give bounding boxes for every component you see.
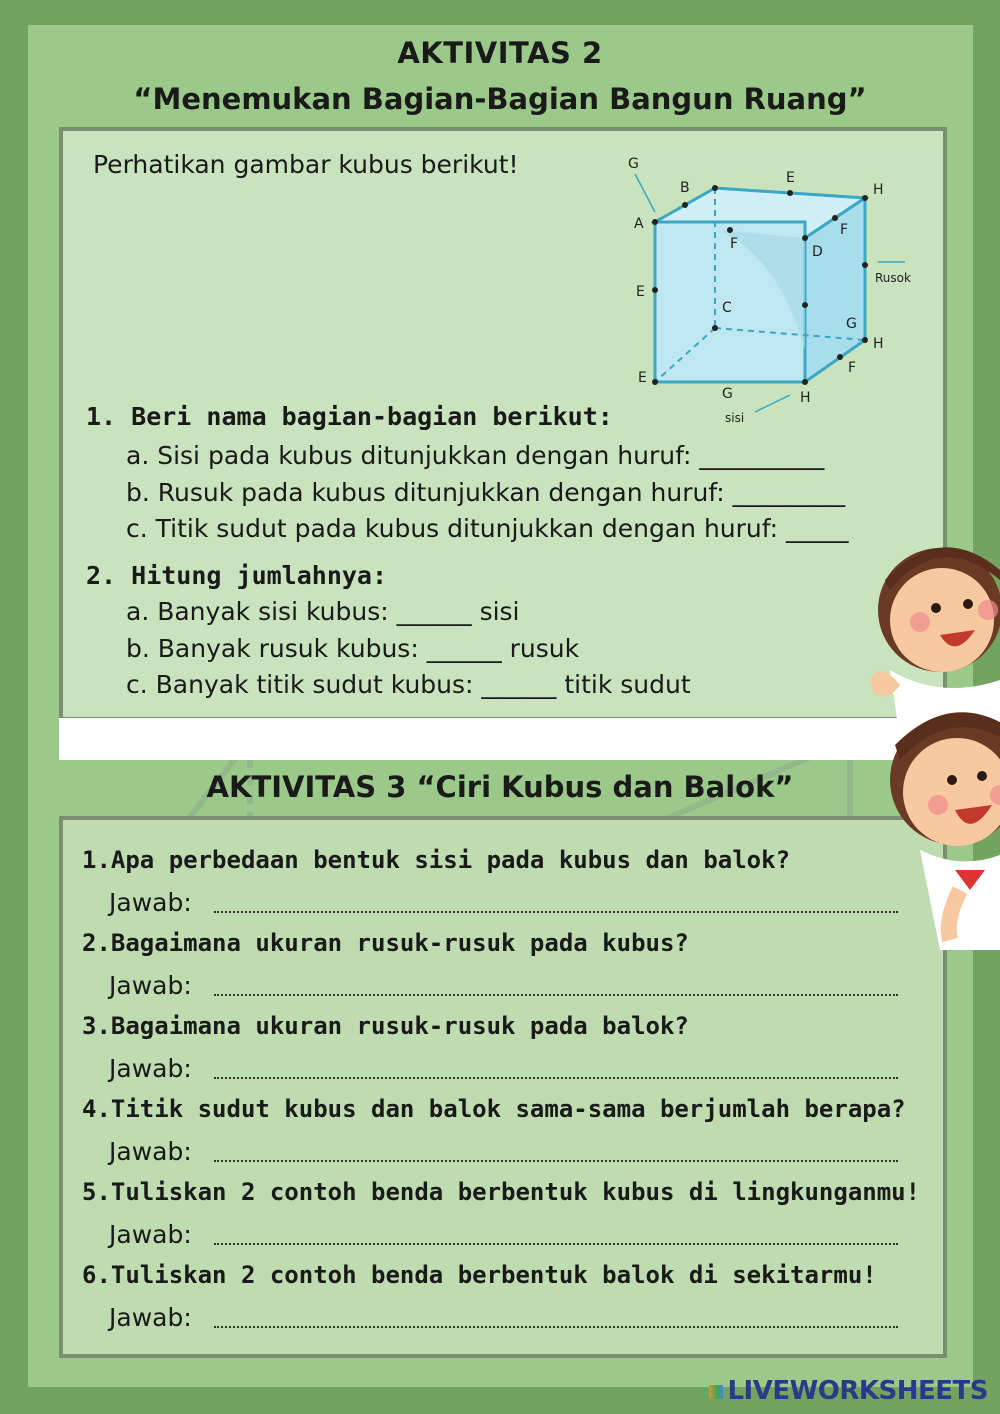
divider-bar bbox=[59, 718, 947, 760]
cube-label-g: G bbox=[628, 156, 639, 172]
cube-label-b: B bbox=[680, 180, 690, 196]
question-1: 1.Apa perbedaan bentuk sisi pada kubus dan balok? bbox=[82, 846, 791, 874]
cube-label-d: D bbox=[812, 244, 823, 260]
answer-label: Jawab: bbox=[109, 971, 192, 1000]
cube-label-f: F bbox=[840, 222, 849, 238]
answer-line-5[interactable] bbox=[214, 1243, 898, 1245]
liveworksheets-icon bbox=[709, 1385, 723, 1399]
liveworksheets-logo: LIVEWORKSHEETS bbox=[709, 1376, 988, 1406]
kids-illustration bbox=[860, 510, 1000, 1070]
activity2-intro: Perhatikan gambar kubus berikut! bbox=[93, 150, 519, 179]
cube-label-g-right: G bbox=[846, 316, 857, 332]
question-3: 3.Bagaimana ukuran rusuk-rusuk pada balok? bbox=[82, 1012, 689, 1040]
cube-label-h: H bbox=[873, 182, 884, 198]
q1-title: 1. Beri nama bagian-bagian berikut: bbox=[86, 402, 613, 431]
cube-label-a: A bbox=[634, 216, 644, 232]
activity2-title: AKTIVITAS 2 bbox=[397, 36, 603, 70]
question-5: 5.Tuliskan 2 contoh benda berbentuk kubus di lingkunganmu! bbox=[82, 1178, 921, 1206]
question-2: 2.Bagaimana ukuran rusuk-rusuk pada kubus? bbox=[82, 929, 689, 957]
question-4: 4.Titik sudut kubus dan balok sama-sama berjumlah berapa? bbox=[82, 1095, 906, 1123]
cube-label-g-bottom: G bbox=[722, 386, 733, 402]
q2-option-c: c. Banyak titik sudut kubus: ______ titik sudut bbox=[126, 670, 691, 699]
q2-option-a: a. Banyak sisi kubus: ______ sisi bbox=[126, 597, 520, 626]
cube-label-h-bottom: H bbox=[800, 390, 811, 406]
answer-line-3[interactable] bbox=[214, 1077, 898, 1079]
cube-label-rusok: Rusok bbox=[875, 271, 911, 285]
cube-label-e: E bbox=[786, 170, 795, 186]
cube-label-e-bottom: E bbox=[638, 370, 647, 386]
cube-label-f-mid: F bbox=[730, 236, 739, 252]
answer-label: Jawab: bbox=[109, 1137, 192, 1166]
cube-label-c: C bbox=[722, 300, 732, 316]
cube-diagram bbox=[600, 150, 920, 430]
cube-label-e-left: E bbox=[636, 284, 645, 300]
cube-label-h-right: H bbox=[873, 336, 884, 352]
question-6: 6.Tuliskan 2 contoh benda berbentuk balok di sekitarmu! bbox=[82, 1261, 877, 1289]
answer-line-4[interactable] bbox=[214, 1160, 898, 1162]
cube-label-sisi: sisi bbox=[725, 411, 745, 425]
q1-option-a: a. Sisi pada kubus ditunjukkan dengan huruf: __________ bbox=[126, 441, 825, 470]
answer-line-6[interactable] bbox=[214, 1326, 898, 1328]
activity2-subtitle: “Menemukan Bagian-Bagian Bangun Ruang” bbox=[133, 82, 867, 116]
answer-line-2[interactable] bbox=[214, 994, 898, 996]
answer-label: Jawab: bbox=[109, 1220, 192, 1249]
answer-line-1[interactable] bbox=[214, 911, 898, 913]
answer-label: Jawab: bbox=[109, 1303, 192, 1332]
q1-option-b: b. Rusuk pada kubus ditunjukkan dengan huruf: _________ bbox=[126, 478, 846, 507]
q1-option-c: c. Titik sudut pada kubus ditunjukkan dengan huruf: _____ bbox=[126, 514, 849, 543]
q2-option-b: b. Banyak rusuk kubus: ______ rusuk bbox=[126, 634, 580, 663]
activity3-title: AKTIVITAS 3 “Ciri Kubus dan Balok” bbox=[206, 770, 794, 804]
q2-title: 2. Hitung jumlahnya: bbox=[86, 561, 388, 590]
cube-label-f-bottom: F bbox=[848, 360, 857, 376]
answer-label: Jawab: bbox=[109, 888, 192, 917]
answer-label: Jawab: bbox=[109, 1054, 192, 1083]
